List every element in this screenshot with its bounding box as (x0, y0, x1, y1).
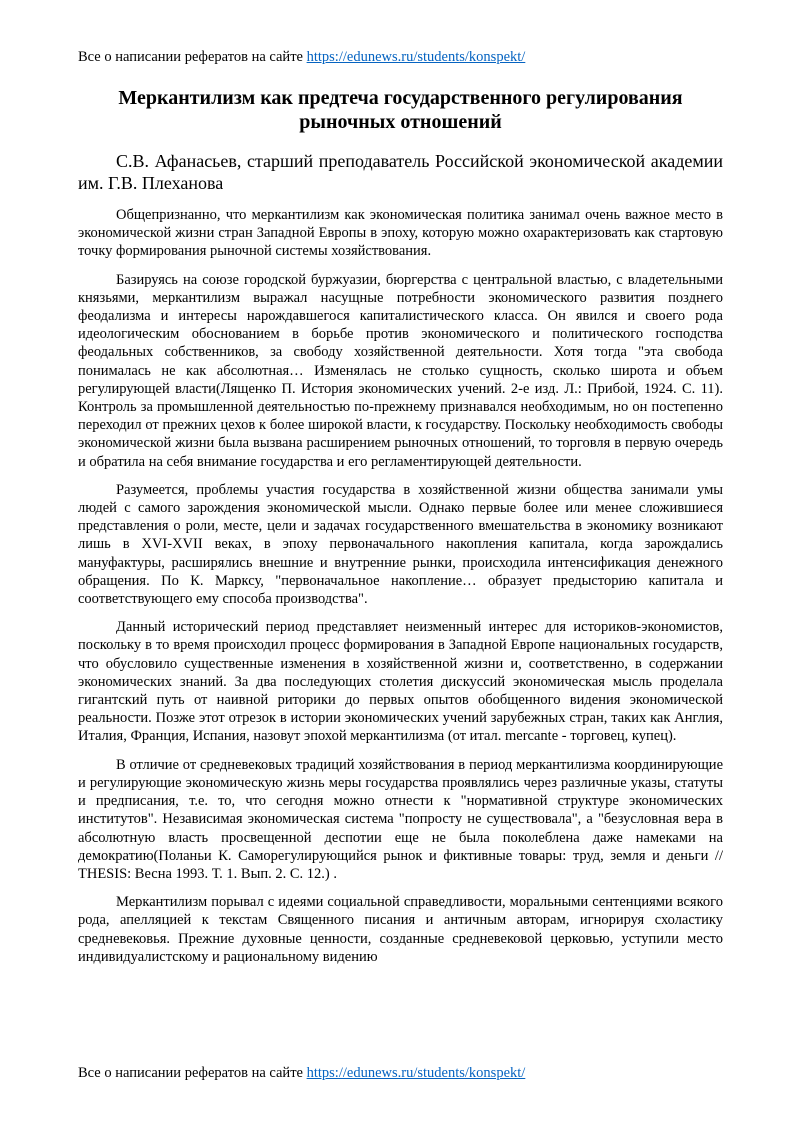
paragraph-5: В отличие от средневековых традиций хозяйствования в период меркантилизма координирующие и регулирующие экономическую жизнь меры государства проявлялись через различные указы, статуты и предписания, т.е. то, что сегодня можно отнести к "нормативной структуре экономических институтов". Независимая экономическая система "попросту не существовала", а "безусловная вера в абсолютную власть просвещенной деспотии еще не была поколеблена даже намеками на демократию(Поланьи К. Саморегулирующийся рынок и фиктивные товары: труд, земля и деньги // THESIS: Весна 1993. Т. 1. Вып. 2. С. 12.) . (78, 756, 723, 882)
header-text: Все о написании рефератов на сайте (78, 49, 307, 65)
page-footer (78, 1064, 525, 1082)
header-link[interactable]: https://edunews.ru/students/konspekt/ (306, 49, 526, 65)
footer-link[interactable]: https://edunews.ru/students/konspekt/ (306, 1065, 526, 1081)
footer-text: Все о написании рефератов на сайте (78, 1065, 307, 1081)
paragraph-2: Базируясь на союзе городской буржуазии, бюргерства с центральной властью, с владетельными князьями, меркантилизм выражал насущные потребности экономического развития позднего феодализма и интересы нарождавшегося капиталистического класса. Он явился и своего рода идеологическим обоснованием в борьбе против экономического и политического господства феодальных собственников, за свободу хозяйственной деятельности. Хотя тогда "эта свобода понималась не как абсолютная… Изменялась не столько сущность, сколько широта и объем регулирующей власти(Лященко П. История экономических учений. 2-е изд. Л.: Прибой, 1924. С. 11). Контроль за промышленной деятельностью по-прежнему признавался необходимым, но он постепенно переходил от прежних цехов к более широкой власти, к государству. Поскольку необходимость свободы экономической жизни была вызвана расширением рыночных отношений, то торговля в первую очередь и обратила на себя внимание государства и его регламентирующей деятельности. (78, 271, 723, 470)
document-body (78, 86, 723, 976)
paragraph-3: Разумеется, проблемы участия государства в хозяйственной жизни общества занимали умы людей с самого зарождения экономической мысли. Однако первые более или менее сложившиеся представления о роли, месте, цели и задачах государственного вмешательства в экономику возникают лишь в XVI-XVII веках, в эпоху первоначального накопления капитала, когда зарождались мануфактуры, расширялись внешние и внутренние рынки, происходила интенсификация денежного обращения. По К. Марксу, "первоначальное накопление… образует предысторию капитала и соответствующего ему способа производства". (78, 481, 723, 608)
paragraph-4: Данный исторический период представляет неизменный интерес для историков-экономистов, поскольку в то время происходил процесс формирования в Западной Европе национальных государств, что обусловило существенные изменения в хозяйственной жизни и, соответственно, в содержании экономических знаний. За два последующих столетия дискуссий экономическая мысль проделала гигантский путь от наивной риторики до первых опытов обобщенного видения экономической реальности. Позже этот отрезок в истории экономических учений зарубежных стран, таких как Англия, Италия, Франция, Испания, назовут эпохой меркантилизма (от итал. mercante - торговец, купец). (78, 619, 723, 745)
document-title: Меркантилизм как предтеча государственного регулирования рыночных отношений (118, 87, 683, 133)
paragraph-1: Общепризнанно, что меркантилизм как экономическая политика занимал очень важное место в экономической жизни стран Западной Европы в эпоху, которую можно охарактеризовать как стартовую точку формирования рыночной системы хозяйствования. (78, 207, 723, 260)
document-author: С.В. Афанасьев, старший преподаватель Российской экономической академии им. Г.В. Плеханова (78, 151, 723, 193)
page-header (78, 48, 525, 66)
paragraph-6: Меркантилизм порывал с идеями социальной справедливости, моральными сентенциями всякого рода, апелляцией к текстам Священного писания и античным авторам, игнорируя схоластику средневековья. Прежние духовные ценности, созданные средневековой церковью, уступили место индивидуалистскому и рациональному видению (78, 894, 723, 965)
